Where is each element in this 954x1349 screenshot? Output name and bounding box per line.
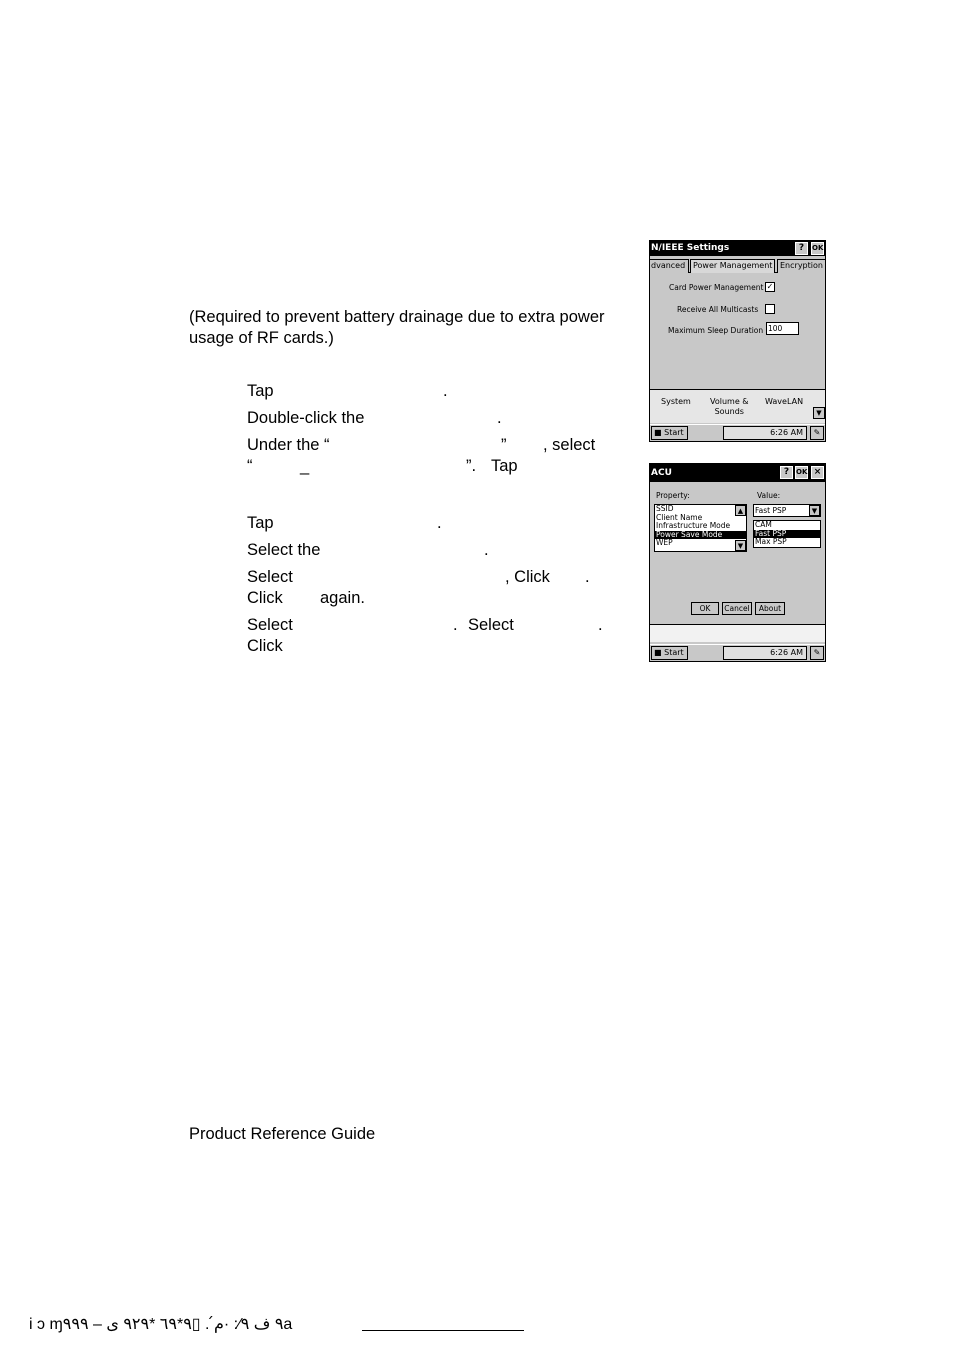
step-7b-click: Click: [247, 637, 283, 655]
acu-titlebar: [650, 464, 825, 482]
list-scroll-down-icon[interactable]: ▼: [735, 540, 746, 551]
list-item[interactable]: Client Name: [656, 512, 703, 522]
list-item[interactable]: Infrastructure Mode: [656, 521, 731, 530]
acu-sip-keyboard-icon[interactable]: ✎: [810, 646, 824, 660]
step-5-text: Select the: [247, 541, 321, 559]
step-3-text: Under the “: [247, 436, 330, 454]
cp-item-volume[interactable]: [710, 397, 749, 417]
option-item[interactable]: CAM: [755, 520, 772, 529]
settings-tabs: [650, 259, 825, 273]
settings-titlebar: [650, 241, 825, 256]
acu-taskbar: [650, 644, 825, 661]
help-button[interactable]: ?: [795, 242, 808, 255]
start-label: Start: [664, 428, 684, 437]
max-sleep-input[interactable]: 100: [766, 322, 799, 335]
value-label: Value:: [757, 491, 781, 500]
acu-ok-button[interactable]: OK: [795, 466, 808, 479]
acu-ok-dialog-button[interactable]: OK: [691, 602, 719, 615]
step-4-text: Tap: [247, 514, 274, 532]
acu-screenshot: [649, 463, 826, 662]
step-3b-quote-open: “: [247, 457, 253, 475]
step-6b-again: again.: [320, 589, 365, 607]
step-3-select: , select: [543, 436, 596, 454]
card-power-checkbox[interactable]: ✓: [766, 282, 774, 291]
cp-item-volume-line2: Sounds: [714, 407, 744, 416]
intro-note: (Required to prevent battery drainage due to extra power usage of RF cards.): [189, 308, 605, 347]
footer-underline: [362, 1330, 524, 1331]
receive-multicasts-checkbox[interactable]: [765, 304, 775, 314]
clock: 6:26 AM: [770, 428, 803, 437]
settings-title: N/IEEE Settings: [651, 243, 730, 253]
value-selected: Fast PSP: [755, 506, 787, 515]
value-dropdown[interactable]: [753, 504, 821, 517]
step-7-select2: Select: [468, 616, 514, 634]
acu-system-tray: [723, 646, 807, 660]
step-2-period: .: [497, 409, 502, 427]
step-1-text: Tap: [247, 382, 274, 400]
step-7-select: Select: [247, 616, 293, 634]
step-6b-click: Click: [247, 589, 283, 607]
close-icon[interactable]: ×: [811, 466, 824, 479]
step-3-quote: ”: [501, 436, 507, 454]
list-item[interactable]: WEP: [656, 538, 673, 547]
step-7-period2: .: [598, 616, 603, 634]
sip-keyboard-icon[interactable]: ✎: [810, 426, 824, 440]
property-list[interactable]: [654, 504, 747, 552]
system-tray: [723, 426, 807, 440]
acu-start-button[interactable]: ■ Start: [651, 646, 688, 660]
acu-clock: 6:26 AM: [770, 648, 803, 657]
card-power-label: Card Power Management: [669, 283, 764, 292]
cp-item-volume-line1: Volume &: [710, 397, 749, 406]
tab-advanced[interactable]: dvanced: [649, 259, 689, 273]
acu-input-strip: [650, 624, 825, 642]
footer-title: Product Reference Guide: [189, 1125, 376, 1143]
ok-button[interactable]: OK: [811, 242, 824, 255]
step-4-period: .: [437, 514, 442, 532]
cp-item-system[interactable]: System: [661, 397, 691, 406]
acu-help-button[interactable]: ?: [780, 466, 793, 479]
step-6-click: , Click: [505, 568, 550, 586]
settings-screenshot: [649, 240, 826, 442]
step-5-period: .: [484, 541, 489, 559]
chevron-down-icon[interactable]: ▼: [809, 505, 820, 516]
acu-start-label: Start: [664, 648, 684, 657]
list-item[interactable]: SSID: [656, 504, 674, 513]
step-7-period: .: [453, 616, 458, 634]
list-scroll-up-icon[interactable]: ▲: [735, 505, 746, 516]
receive-multicasts-label: Receive All Multicasts: [677, 305, 759, 314]
acu-cancel-button[interactable]: Cancel: [722, 602, 752, 615]
taskbar: [650, 424, 825, 441]
step-1-period: .: [443, 382, 448, 400]
property-label: Property:: [656, 491, 690, 500]
step-6-period: .: [585, 568, 590, 586]
list-item-selected[interactable]: Power Save Mode: [655, 531, 746, 540]
step-3b-quote-close: ”.: [466, 457, 477, 475]
option-item[interactable]: Max PSP: [755, 537, 787, 546]
acu-title: ACU: [651, 468, 672, 478]
option-item-selected[interactable]: Fast PSP: [754, 530, 820, 539]
step-3b-underscore: _: [300, 457, 310, 475]
garbled-footer: i ɔ ɱ٩ ف ٩⁄: ·م́ . ▯٩*٦٩ *٩٢٩ ی – ٩٩٩a: [29, 1316, 293, 1333]
scroll-down-arrow-icon[interactable]: ▼: [813, 407, 825, 419]
start-button[interactable]: ■ Start: [651, 426, 688, 440]
control-panel-strip: [650, 389, 825, 423]
step-2-text: Double-click the: [247, 409, 365, 427]
value-options-list[interactable]: [753, 520, 821, 548]
tab-power-management[interactable]: Power Management: [690, 259, 775, 273]
cp-item-wavelan[interactable]: WaveLAN: [765, 397, 804, 406]
max-sleep-label: Maximum Sleep Duration: [668, 326, 764, 335]
step-6-text: Select: [247, 568, 293, 586]
step-3b-tap: Tap: [491, 457, 518, 475]
acu-about-button[interactable]: About: [755, 602, 785, 615]
tab-encryption[interactable]: Encryption: [777, 259, 826, 273]
